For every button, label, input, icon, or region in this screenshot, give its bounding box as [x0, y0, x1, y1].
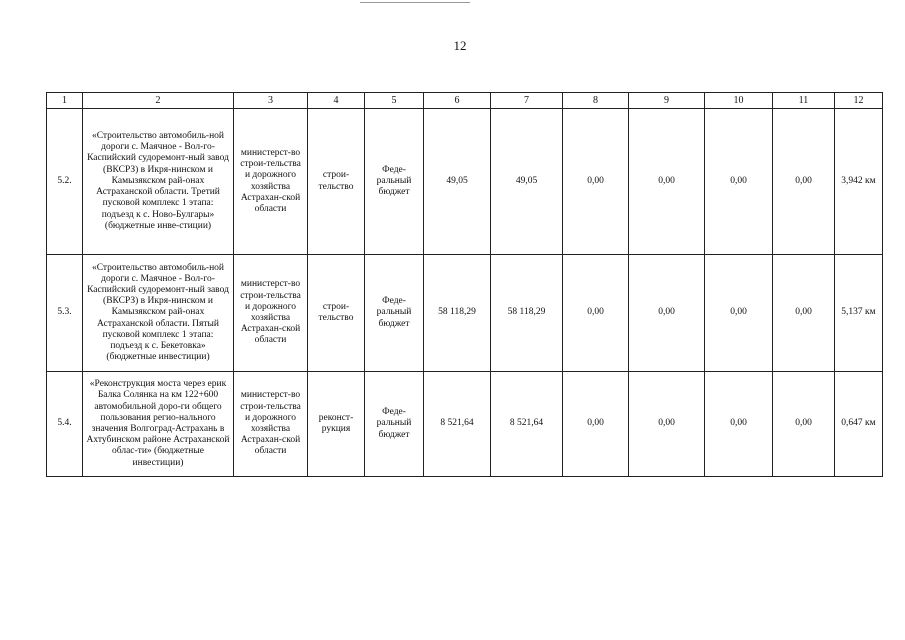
row-number: 5.2.: [47, 109, 83, 255]
table-header-row: [47, 93, 883, 109]
value-col-6: 58 118,29: [424, 255, 491, 372]
value-col-11: 0,00: [773, 109, 835, 255]
column-header: 3: [234, 93, 308, 109]
value-col-10: 0,00: [705, 372, 773, 477]
responsible-body: министерст-во строи-тельства и дорожного хозяйства Астрахан-ской области: [234, 372, 308, 477]
value-col-8: 0,00: [563, 109, 629, 255]
page-number: 12: [453, 38, 467, 53]
length-value: 5,137 км: [835, 255, 883, 372]
value-col-7: 8 521,64: [491, 372, 563, 477]
responsible-body: министерст-во строи-тельства и дорожного хозяйства Астрахан-ской области: [234, 109, 308, 255]
column-header: 10: [705, 93, 773, 109]
project-name: «Строительство автомобиль-ной дороги с. Маячное - Вол-го-Каспийский судоремонт-ный завод (ВКСРЗ) в Икря-нинском и Камызякском рай-онах Астраханской области. Пятый пусковой комплекс 1 этапа: подъезд к с. Бекетовка» (бюджетные инвестиции): [83, 255, 234, 372]
value-col-11: 0,00: [773, 372, 835, 477]
value-col-10: 0,00: [705, 255, 773, 372]
value-col-6: 49,05: [424, 109, 491, 255]
value-col-9: 0,00: [629, 372, 705, 477]
value-col-8: 0,00: [563, 255, 629, 372]
row-number: 5.4.: [47, 372, 83, 477]
funding-source: Феде-ральный бюджет: [365, 372, 424, 477]
funding-source: Феде-ральный бюджет: [365, 109, 424, 255]
scan-top-rule: [360, 2, 470, 3]
length-value: 0,647 км: [835, 372, 883, 477]
project-name: «Строительство автомобиль-ной дороги с. Маячное - Вол-го-Каспийский судоремонт-ный завод (ВКСРЗ) в Икря-нинском и Камызякском рай-онах Астраханской области. Третий пусковой комплекс 1 этапа: подъезд к с. Ново-Булгары» (бюджетные инве-стиции): [83, 109, 234, 255]
project-name: «Реконструкция моста через ерик Балка Солянка на км 122+600 автомобильной доро-ги общего пользования регио-нального значения Волгоград-Астрахань в Ахтубинском районе Астраханской облас-ти» (бюджетные инвестиции): [83, 372, 234, 477]
table-row: [47, 255, 883, 372]
table-row: [47, 109, 883, 255]
column-header: 12: [835, 93, 883, 109]
funding-source: Феде-ральный бюджет: [365, 255, 424, 372]
value-col-7: 58 118,29: [491, 255, 563, 372]
responsible-body: министерст-во строи-тельства и дорожного хозяйства Астрахан-ской области: [234, 255, 308, 372]
value-col-8: 0,00: [563, 372, 629, 477]
value-col-11: 0,00: [773, 255, 835, 372]
data-table: [46, 92, 883, 477]
column-header: 9: [629, 93, 705, 109]
work-type: реконст-рукция: [308, 372, 365, 477]
column-header: 5: [365, 93, 424, 109]
work-type: строи-тельство: [308, 109, 365, 255]
value-col-9: 0,00: [629, 109, 705, 255]
column-header: 8: [563, 93, 629, 109]
column-header: 6: [424, 93, 491, 109]
value-col-7: 49,05: [491, 109, 563, 255]
column-header: 1: [47, 93, 83, 109]
table-row: [47, 372, 883, 477]
work-type: строи-тельство: [308, 255, 365, 372]
column-header: 7: [491, 93, 563, 109]
column-header: 11: [773, 93, 835, 109]
row-number: 5.3.: [47, 255, 83, 372]
column-header: 2: [83, 93, 234, 109]
value-col-6: 8 521,64: [424, 372, 491, 477]
column-header: 4: [308, 93, 365, 109]
value-col-9: 0,00: [629, 255, 705, 372]
value-col-10: 0,00: [705, 109, 773, 255]
length-value: 3,942 км: [835, 109, 883, 255]
